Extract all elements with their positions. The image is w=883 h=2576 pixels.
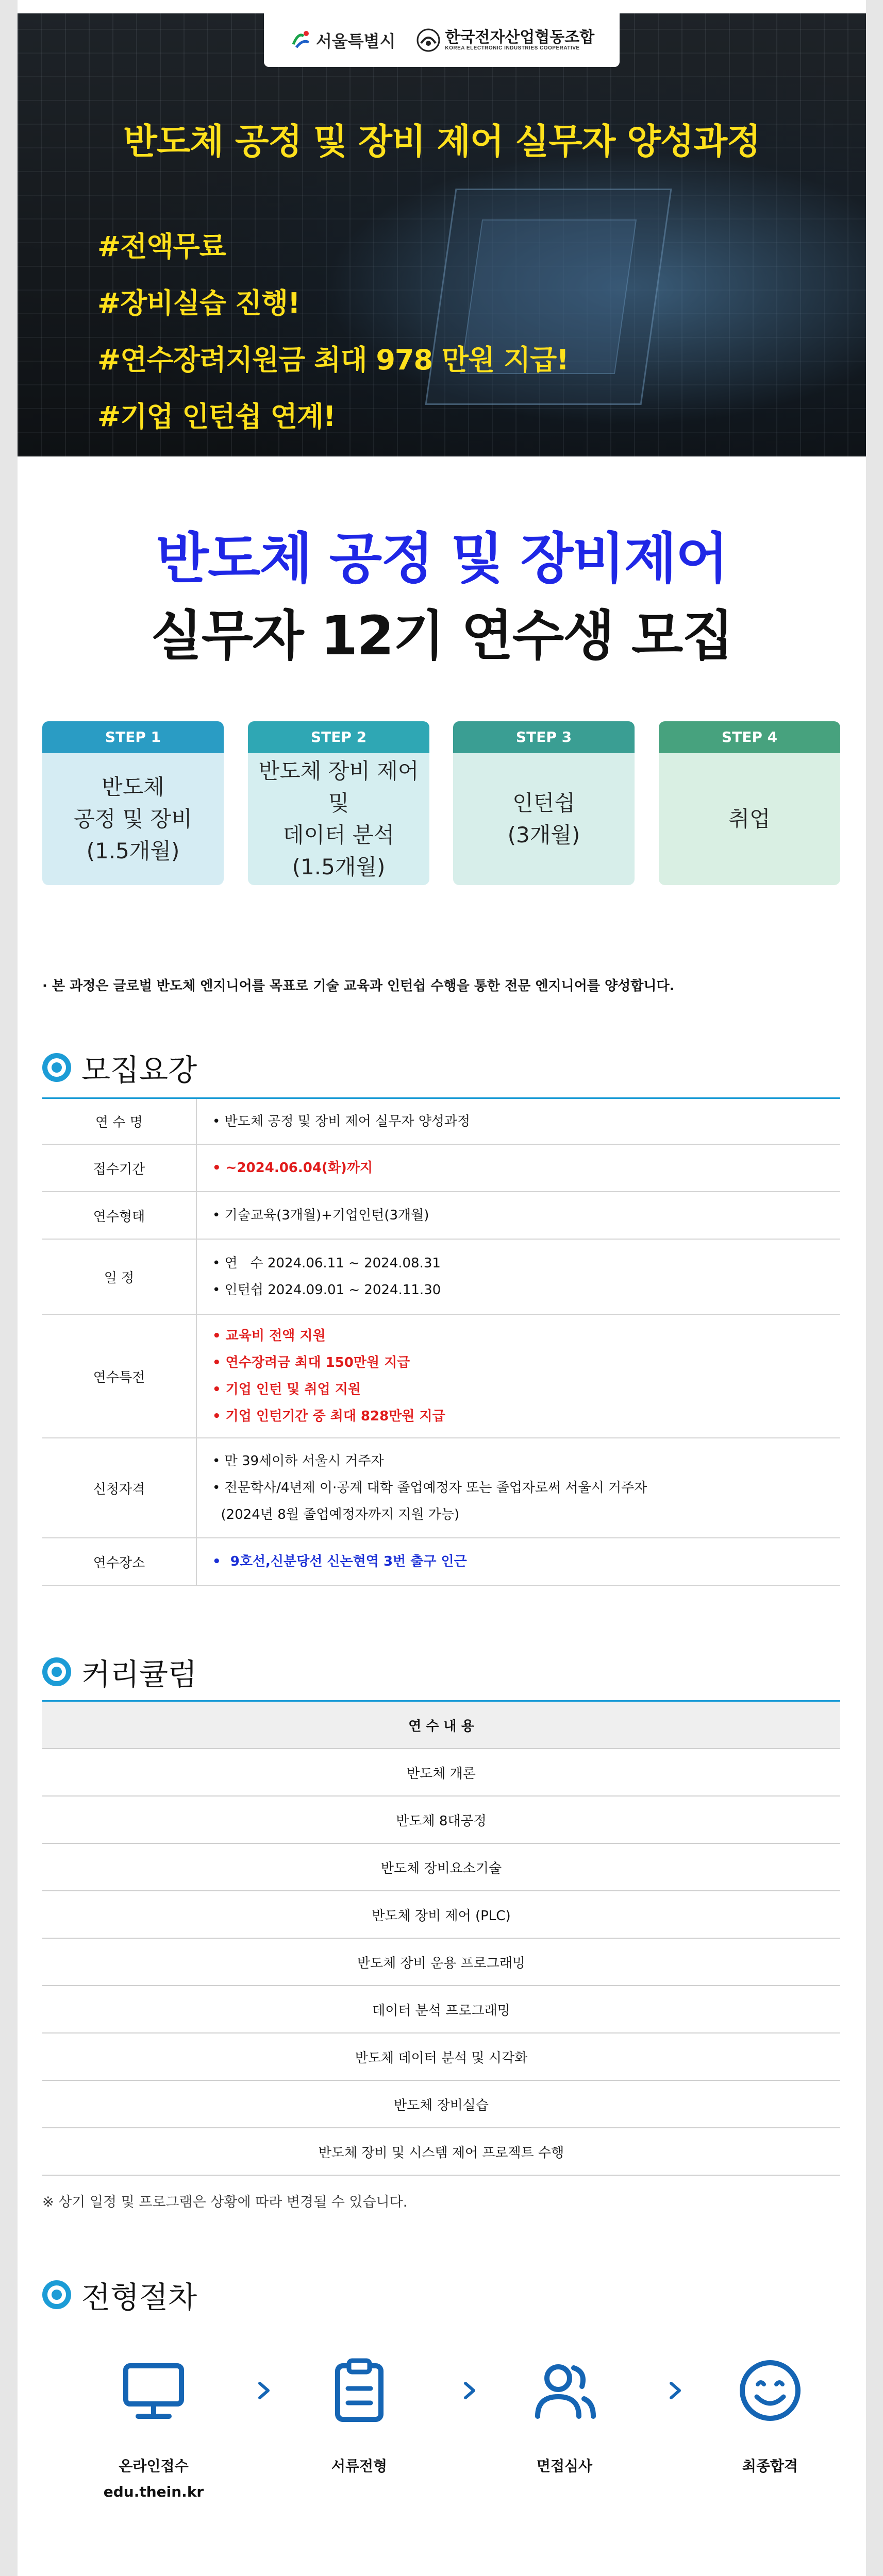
headline-line1: 반도체 공정 및 장비제어	[156, 527, 728, 590]
curriculum-row: 데이터 분석 프로그래밍	[42, 1986, 840, 2033]
section-process-header	[42, 2273, 197, 2316]
info-line: • 교육비 전액 지원	[212, 1328, 326, 1344]
process-step	[503, 2354, 626, 2479]
info-row	[42, 1438, 840, 1538]
section-bullet-icon	[42, 1053, 71, 1082]
seoul-logo	[289, 28, 396, 52]
step-card	[453, 721, 635, 885]
info-line: • 만 39세이하 서울시 거주자	[212, 1453, 384, 1469]
info-line: • 기업 인턴 및 취업 지원	[212, 1382, 361, 1397]
curriculum-row: 반도체 장비 및 시스템 제어 프로젝트 수행	[42, 2128, 840, 2176]
clipboard-icon	[323, 2354, 395, 2427]
step-label: STEP 3	[453, 721, 635, 753]
smile-icon	[734, 2354, 806, 2427]
chevron-right-icon	[665, 2380, 686, 2401]
info-value	[197, 1538, 840, 1585]
step-text: 반도체 공정 및 장비 (1.5개월)	[42, 753, 224, 885]
section-title	[81, 2572, 139, 2576]
info-value	[197, 1438, 840, 1537]
monitor-icon	[118, 2354, 190, 2427]
info-key: 연수장소	[42, 1538, 197, 1585]
info-row	[42, 1315, 840, 1438]
process-step-label: 최종합격	[742, 2458, 798, 2475]
curriculum-row: 반도체 장비 운용 프로그래밍	[42, 1939, 840, 1986]
step-label: STEP 4	[659, 721, 840, 753]
info-line: • 기술교육(3개월)+기업인턴(3개월)	[212, 1208, 429, 1223]
chevron-right-icon	[254, 2380, 274, 2401]
step-text: 반도체 장비 제어 및 데이터 분석 (1.5개월)	[248, 753, 429, 885]
info-key: 접수기간	[42, 1145, 197, 1191]
step-card	[248, 721, 429, 885]
info-value	[197, 1099, 840, 1144]
info-key: 연 수 명	[42, 1099, 197, 1144]
step-label: STEP 1	[42, 721, 224, 753]
info-line: (2024년 8월 졸업예정자까지 지원 가능)	[212, 1507, 460, 1522]
step-card	[659, 721, 840, 885]
section-contact-header	[42, 2572, 139, 2576]
section-bullet-icon	[42, 1657, 71, 1686]
info-line: • 기업 인턴기간 중 최대 828만원 지급	[212, 1409, 445, 1424]
section-title: 전형절차	[81, 2280, 197, 2315]
step-text: 취업	[659, 753, 840, 885]
process-step-label: 온라인접수 edu.thein.kr	[103, 2458, 204, 2500]
info-line: • ~2024.06.04(화)까지	[212, 1160, 373, 1176]
page	[18, 0, 866, 2576]
info-value	[197, 1240, 840, 1314]
keic-logo	[416, 28, 594, 53]
hashtag: #전액무료	[97, 230, 226, 263]
curriculum-row: 반도체 장비요소기술	[42, 1844, 840, 1891]
keic-logo-icon	[416, 28, 441, 53]
info-line: • 인턴쉽 2024.09.01 ~ 2024.11.30	[212, 1282, 441, 1298]
info-row	[42, 1099, 840, 1145]
hashtag: #장비실습 진행!	[97, 287, 300, 319]
info-line: • 반도체 공정 및 장비 제어 실무자 양성과정	[212, 1113, 471, 1129]
seoul-logo-icon	[289, 29, 312, 52]
info-line: • 연 수 2024.06.11 ~ 2024.08.31	[212, 1256, 441, 1271]
users-icon	[528, 2354, 601, 2427]
hero-banner	[18, 13, 866, 456]
section-title: 모집요강	[81, 1053, 197, 1088]
info-key: 연수형태	[42, 1192, 197, 1239]
step-text: 인턴쉽 (3개월)	[453, 753, 635, 885]
section-curriculum-header	[42, 1650, 197, 1693]
curriculum-row: 반도체 개론	[42, 1749, 840, 1797]
section-bullet-icon	[42, 2280, 71, 2309]
section-recruit-header	[42, 1046, 197, 1089]
step-card	[42, 721, 224, 885]
info-key: 연수특전	[42, 1315, 197, 1437]
info-value	[197, 1192, 840, 1239]
section-title: 커리큘럼	[81, 1657, 197, 1692]
headline-line2: 실무자 12기 연수생 모집	[151, 604, 733, 667]
seoul-logo-text: 서울특별시	[315, 32, 396, 50]
info-row	[42, 1538, 840, 1586]
info-line: • 전문학사/4년제 이·공계 대학 졸업예정자 또는 졸업자로써 서울시 거주자	[212, 1480, 647, 1496]
logo-bar	[264, 13, 620, 67]
info-key: 일 정	[42, 1240, 197, 1314]
intro-text: · 본 과정은 글로벌 반도체 엔지니어를 목표로 기술 교육과 인턴쉽 수행을 통한 전문 엔지니어를 양성합니다.	[42, 978, 675, 994]
hero-title: 반도체 공정 및 장비 제어 실무자 양성과정	[123, 122, 760, 162]
process-step	[708, 2354, 832, 2479]
info-line: • 연수장려금 최대 150만원 지급	[212, 1355, 410, 1370]
info-line: • 9호선,신분당선 신논현역 3번 출구 인근	[212, 1554, 467, 1569]
process-step	[92, 2354, 215, 2505]
curriculum-row: 반도체 장비 제어 (PLC)	[42, 1891, 840, 1939]
curriculum-header-row: 연 수 내 용	[42, 1702, 840, 1749]
curriculum-row: 반도체 8대공정	[42, 1797, 840, 1844]
info-row	[42, 1240, 840, 1315]
chevron-right-icon	[459, 2380, 480, 2401]
info-row	[42, 1192, 840, 1240]
info-value	[197, 1315, 840, 1437]
process-step-label: 면접심사	[536, 2458, 593, 2475]
info-key: 신청자격	[42, 1438, 197, 1537]
curriculum-row: 반도체 장비실습	[42, 2081, 840, 2128]
info-row	[42, 1145, 840, 1192]
process-step	[297, 2354, 421, 2479]
process-step-label: 서류전형	[331, 2458, 388, 2475]
info-value	[197, 1145, 840, 1191]
curriculum-row: 반도체 데이터 분석 및 시각화	[42, 2033, 840, 2081]
hashtag: #연수장려지원금 최대 978 만원 지급!	[97, 344, 569, 376]
step-label: STEP 2	[248, 721, 429, 753]
hashtag: #기업 인턴쉽 연계!	[97, 400, 336, 433]
keic-logo-subtext: KOREA ELECTRONIC INDUSTRIES COOPERATIVE	[445, 45, 580, 51]
curriculum-note: ※ 상기 일정 및 프로그램은 상황에 따라 변경될 수 있습니다.	[42, 2194, 408, 2210]
keic-logo-text: 한국전자산업협동조합	[445, 28, 595, 46]
